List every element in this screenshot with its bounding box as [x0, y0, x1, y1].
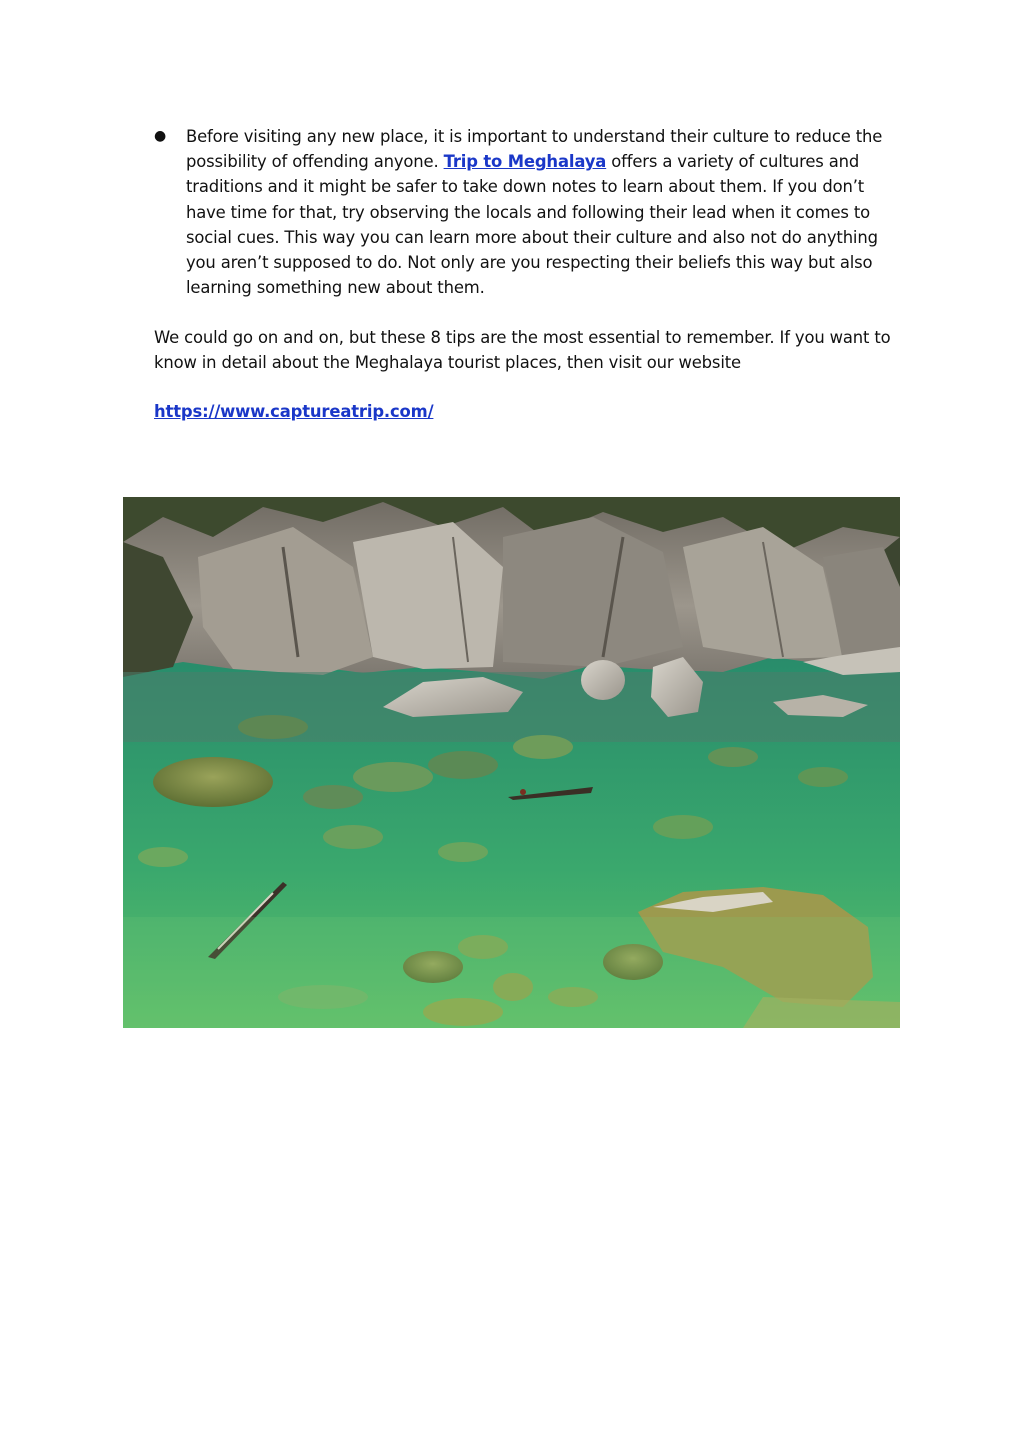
- bullet-marker: ●: [154, 128, 167, 144]
- website-line: [154, 399, 914, 424]
- river-landscape-photo: [123, 497, 900, 1028]
- website-link[interactable]: https://www.captureatrip.com/: [154, 402, 434, 421]
- bullet-text-end: offers a variety of cultures and traditions and it might be safer to take down notes to learn about them. If you don’t have time for that, try observing the locals and following their lead when it comes to social cues. This way you can learn more about their culture and also not do anything you aren’t supposed to do. Not only are you respecting their beliefs this way but also learning something new about them.: [186, 152, 878, 298]
- bullet-paragraph: [186, 124, 906, 300]
- bullet-text-start: Before visiting any new place, it is important to understand their culture to reduce the possibility of offending anyone.: [186, 127, 883, 172]
- closing-paragraph: We could go on and on, but these 8 tips are the most essential to remember. If you want to know in detail about the Meghalaya tourist places, then visit our website: [154, 328, 891, 373]
- trip-to-meghalaya-link[interactable]: Trip to Meghalaya: [443, 152, 607, 172]
- bullet-item: [154, 124, 914, 300]
